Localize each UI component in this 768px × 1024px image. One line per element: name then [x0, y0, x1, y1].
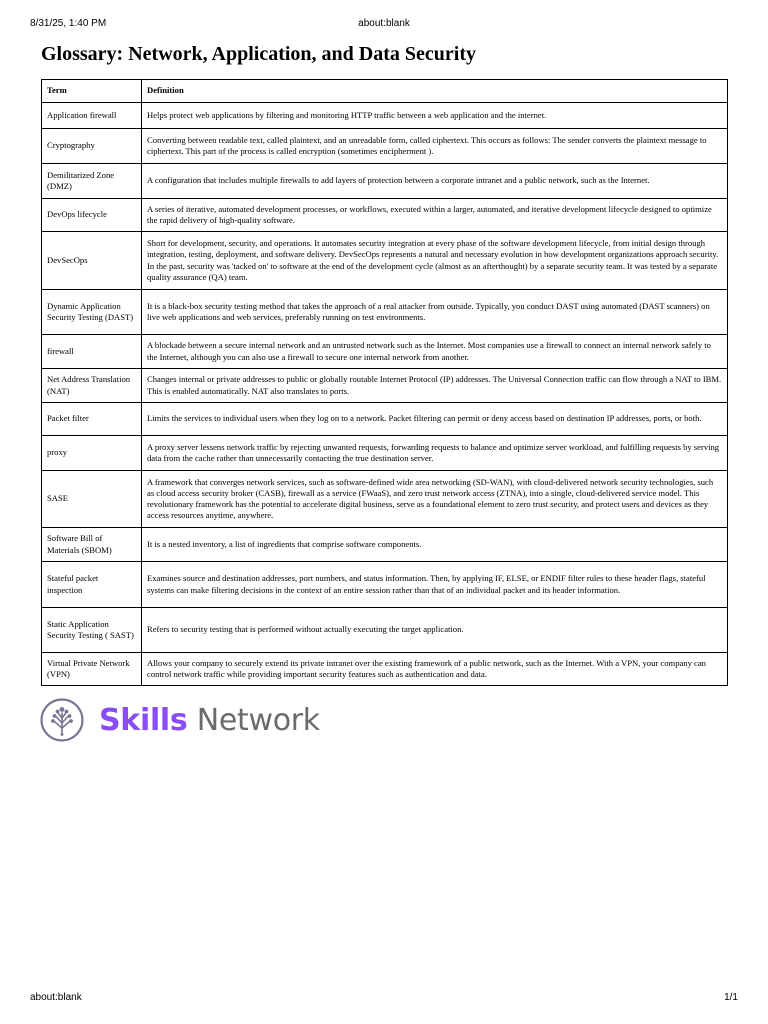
table-row [42, 232, 728, 290]
term-cell: Static Application Security Testing ( SAST) [42, 608, 142, 653]
page-title: Glossary: Network, Application, and Data Security [41, 43, 476, 65]
table-row [42, 164, 728, 199]
term-cell: firewall [42, 335, 142, 369]
term-cell: DevOps lifecycle [42, 199, 142, 232]
term-cell: Application firewall [42, 103, 142, 129]
definition-cell: A series of iterative, automated development processes, or workflows, executed within a larger, automated, and iterative development lifecycle designed to optimize the rapid delivery of high-quality software. [142, 199, 728, 232]
table-row [42, 335, 728, 369]
print-footer [30, 992, 738, 1008]
table-row [42, 436, 728, 471]
definition-cell: A proxy server lessens network traffic by rejecting unwanted requests, forwarding requests to balance and optimize server workload, and fulfilling requests by serving data from the cache rather than unnecessarily contacting the true destination server. [142, 436, 728, 471]
definition-cell: It is a nested inventory, a list of ingredients that comprise software components. [142, 528, 728, 562]
term-cell: Dynamic Application Security Testing (DAST) [42, 290, 142, 335]
term-cell: proxy [42, 436, 142, 471]
glossary-table [41, 79, 728, 686]
term-cell: SASE [42, 471, 142, 528]
table-row [42, 471, 728, 528]
table-row [42, 129, 728, 164]
definition-cell: Refers to security testing that is performed without actually executing the target application. [142, 608, 728, 653]
tree-in-circle-icon [40, 698, 84, 742]
definition-cell: Short for development, security, and operations. It automates security integration at every phase of the software development lifecycle, from initial design through integration, testing, deployment, and software delivery. DevSecOps represents a natural and necessary evolution in how development organizations approach security. In the past, security was 'tacked on' to software at the end of the development cycle (almost as an afterthought) by a separate security team. It was tested by a separate quality assurance (QA) team. [142, 232, 728, 290]
table-row [42, 290, 728, 335]
print-footer-url: about:blank [30, 992, 82, 1003]
term-cell: Packet filter [42, 403, 142, 436]
term-cell: Software Bill of Materials (SBOM) [42, 528, 142, 562]
table-header-row [42, 80, 728, 103]
definition-cell: Changes internal or private addresses to public or globally routable Internet Protocol (IP) addresses. The Universal Connection traffic can flow through a NAT to IBM. This is enabled automatically. NAT also translates to ports. [142, 369, 728, 403]
table-row [42, 562, 728, 608]
definition-cell: A configuration that includes multiple firewalls to add layers of protection between a corporate intranet and a public network, such as the Internet. [142, 164, 728, 199]
definition-cell: A blockade between a secure internal network and an untrusted network such as the Internet. Most companies use a firewall to connect an internal network safely to the Internet, although you can also use a firewall to secure one internal network from another. [142, 335, 728, 369]
definition-cell: Allows your company to securely extend its private intranet over the existing framework of a public network, such as the Internet. With a VPN, your company can control network traffic while providing important security features such as authentication and data. [142, 653, 728, 686]
print-timestamp: 8/31/25, 1:40 PM [30, 18, 107, 29]
table-row [42, 369, 728, 403]
brand-wordmark [99, 701, 320, 741]
column-header-definition: Definition [142, 80, 728, 103]
definition-cell: A framework that converges network services, such as software-defined wide area networking (SD-WAN), with cloud-delivered network security technologies, such as cloud access security broker (CASB), firewall as a service (FWaaS), and zero trust network access (ZTNA), into a single, cloud-delivered service model. This revolutionary framework has the potential to accelerate digital business, serve as a foundational element to zero trust security, and protect users and devices as they access resources anytime, anywhere. [142, 471, 728, 528]
brand-word-network: Network [196, 703, 320, 738]
table-row [42, 608, 728, 653]
column-header-term: Term [42, 80, 142, 103]
definition-cell: Limits the services to individual users when they log on to a network. Packet filtering can permit or deny access based on destination IP addresses, ports, or both. [142, 403, 728, 436]
table-row [42, 653, 728, 686]
page-number: 1/1 [724, 992, 738, 1003]
definition-cell: It is a black-box security testing method that takes the approach of a real attacker from outside. Typically, you conduct DAST using automated (DAST scanners) on live web applications and web services, preferably running on test environments. [142, 290, 728, 335]
term-cell: Demilitarized Zone (DMZ) [42, 164, 142, 199]
term-cell: Virtual Private Network (VPN) [42, 653, 142, 686]
term-cell: Net Address Translation (NAT) [42, 369, 142, 403]
term-cell: DevSecOps [42, 232, 142, 290]
definition-cell: Converting between readable text, called plaintext, and an unreadable form, called ciphertext. This occurs as follows: The sender converts the plaintext message to ciphertext. This part of the process is called encryption (sometimes encipherment ). [142, 129, 728, 164]
definition-cell: Examines source and destination addresses, port numbers, and status information. Then, by applying IF, ELSE, or ENDIF filter rules to these header flags, stateful systems can make filtering decisions in the context of an entire session rather than that of an individual packet and its header information. [142, 562, 728, 608]
brand-word-skills: Skills [99, 703, 188, 738]
table-row [42, 528, 728, 562]
print-header [30, 18, 738, 34]
skills-network-logo [40, 698, 340, 744]
print-header-url: about:blank [358, 18, 410, 29]
table-row [42, 403, 728, 436]
table-row [42, 103, 728, 129]
term-cell: Stateful packet inspection [42, 562, 142, 608]
table-row [42, 199, 728, 232]
term-cell: Cryptography [42, 129, 142, 164]
definition-cell: Helps protect web applications by filtering and monitoring HTTP traffic between a web application and the internet. [142, 103, 728, 129]
